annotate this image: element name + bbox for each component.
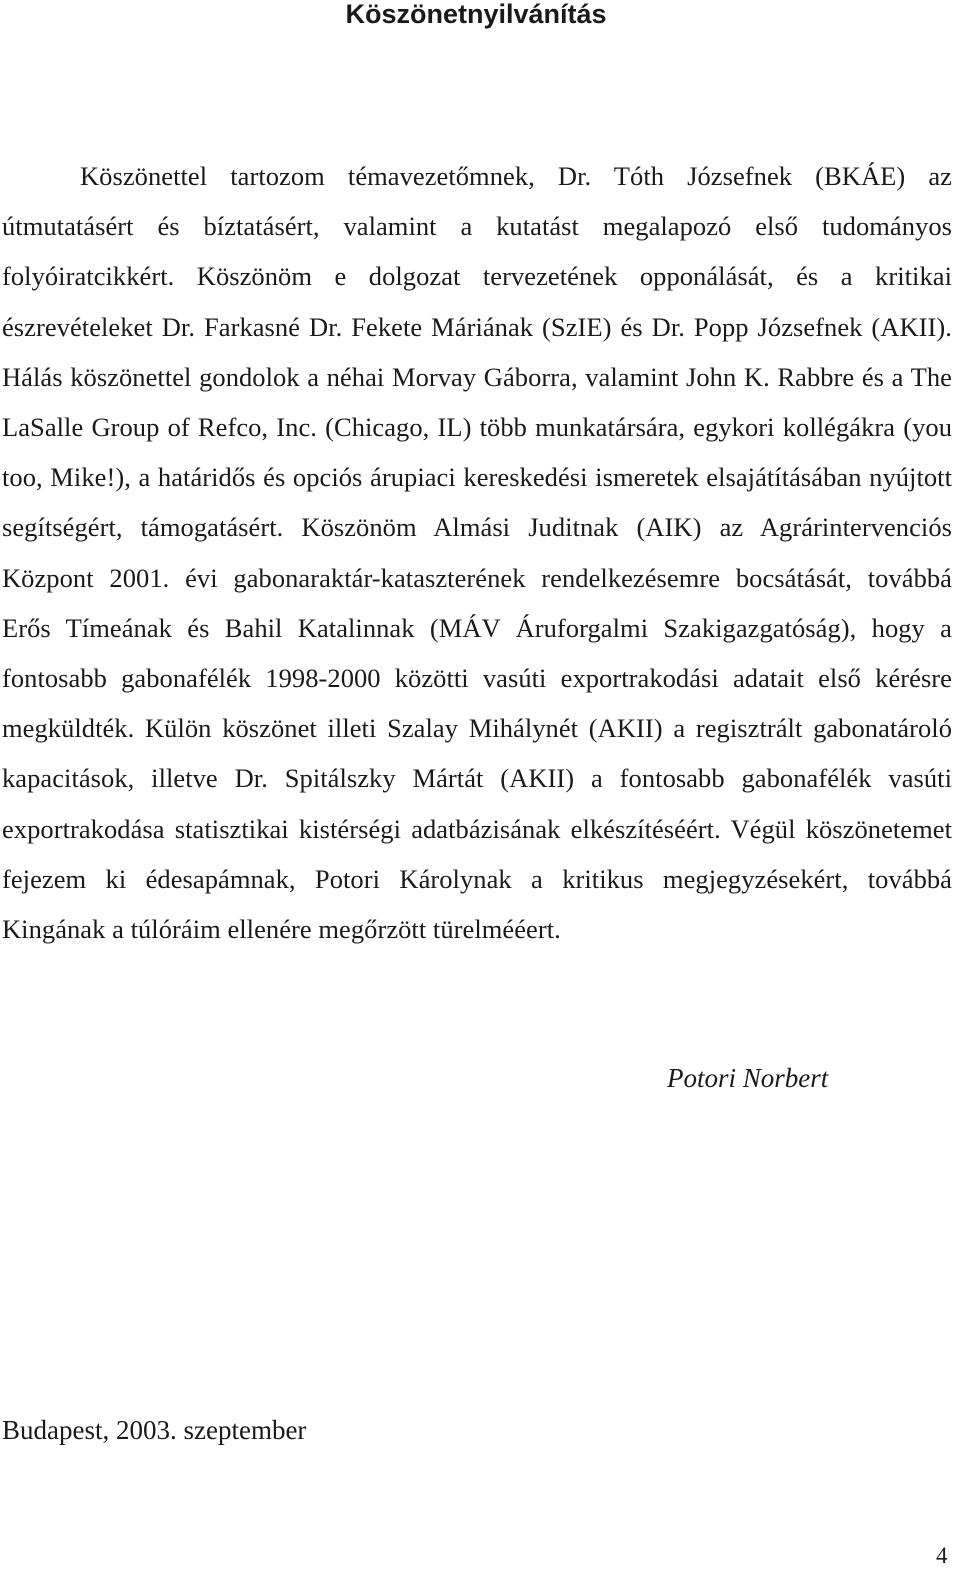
- page-number: 4: [936, 1543, 948, 1568]
- place-and-date: Budapest, 2003. szeptember: [2, 1415, 307, 1445]
- author-signature: Potori Norbert: [667, 1063, 829, 1093]
- page-title: Köszönetnyilvánítás: [345, 0, 607, 29]
- acknowledgement-paragraph: Köszönettel tartozom témavezetőmnek, Dr. Tóth Józsefnek (BKÁE) az útmutatásért és bíztatásért, valamint a kutatást megalapozó első tudományos folyóiratcikkért. Köszönöm e dolgozat tervezetének opponálását, és a kritikai észrevételeket Dr. Farkasné Dr. Fekete Máriának (SzIE) és Dr. Popp Józsefnek (AKII). Hálás köszönettel gondolok a néhai Morvay Gáborra, valamint John K. Rabbre és a The LaSalle Group of Refco, Inc. (Chicago, IL) több munkatársára, egykori kollégákra (you too, Mike!), a határidős és opciós árupiaci kereskedési ismeretek elsajátításában nyújtott segítségért, támogatásért. Köszönöm Almási Juditnak (AIK) az Agrárintervenciós Központ 2001. évi gabonaraktár-kataszterének rendelkezésemre bocsátását, továbbá Erős Tímeának és Bahil Katalinnak (MÁV Áruforgalmi Szakigazgatóság), hogy a fontosabb gabonafélék 1998-2000 közötti vasúti exportrakodási adatait első kérésre megküldték. Külön köszönet illeti Szalay Mihálynét (AKII) a regisztrált gabonatároló kapacitások, illetve Dr. Spitálszky Mártát (AKII) a fontosabb gabonafélék vasúti exportrakodása statisztikai kistérségi adatbázisának elkészítéséért. Végül köszönetemet fejezem ki édesapámnak, Potori Károlynak a kritikus megjegyzésekért, továbbá Kingának a túlóráim ellenére megőrzött türelmééert.: [2, 161, 952, 945]
